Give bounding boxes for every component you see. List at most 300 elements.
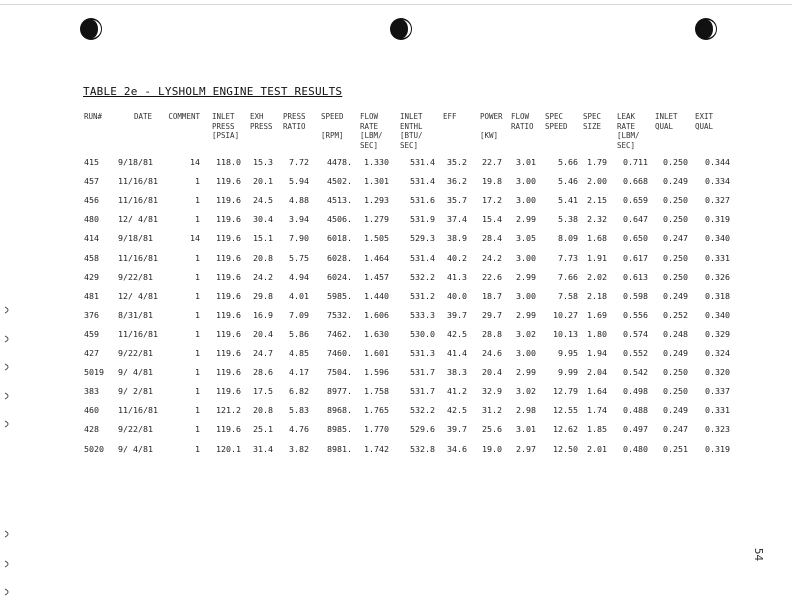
binding-mark-icon [4,363,12,371]
table-row [0,327,792,341]
table-cell: 1 [195,195,200,206]
table-cell: 5.75 [289,252,309,263]
hdr-press-ratio: PRESS RATIO [283,112,306,131]
table-cell: 2.98 [516,405,536,416]
table-cell: 457 [84,176,99,187]
table-cell: 20.8 [253,405,273,416]
table-cell: 4.17 [289,367,309,378]
table-cell: 529.3 [410,233,435,244]
table-cell: 9/ 2/81 [118,386,153,397]
table-row [0,270,792,284]
table-cell: 1 [195,328,200,339]
table-cell: 0.668 [623,176,648,187]
table-cell: 456 [84,195,99,206]
table-cell: 1 [195,386,200,397]
table-cell: 481 [84,290,99,301]
table-cell: 1.68 [587,233,607,244]
table-cell: 415 [84,157,99,167]
table-row [0,231,792,245]
table-row [0,346,792,360]
table-cell: 24.5 [253,195,273,206]
table-cell: 414 [84,233,99,244]
table-cell: 0.340 [705,233,730,244]
hdr-spec-speed: SPEC SPEED [545,112,568,131]
table-cell: 20.4 [482,367,502,378]
table-cell: 530.0 [410,328,435,339]
table-cell: 9/ 4/81 [118,367,153,378]
table-cell: 119.6 [216,195,241,206]
table-cell: 4.94 [289,271,309,282]
table-cell: 8.09 [558,233,578,244]
table-cell: 1.765 [364,405,389,416]
table-row [0,442,792,456]
table-cell: 9/18/81 [118,157,153,167]
table-cell: 6028. [327,252,352,263]
table-cell: 28.6 [253,367,273,378]
table-cell: 4513. [327,195,352,206]
table-cell: 458 [84,252,99,263]
table-cell: 1.293 [364,195,389,206]
table-cell: 0.331 [705,252,730,263]
top-rule [0,4,792,5]
table-cell: 531.6 [410,195,435,206]
table-cell: 11/16/81 [118,195,158,206]
table-cell: 9/ 4/81 [118,443,153,454]
table-cell: 3.00 [516,348,536,358]
hdr-comment: COMMENT [168,112,200,121]
binding-mark-icon [4,392,12,400]
table-cell: 1.330 [364,157,389,167]
hdr-date: DATE [133,112,152,121]
table-row [0,289,792,303]
table-cell: 0.248 [663,328,688,339]
table-cell: 0.249 [663,348,688,358]
table-cell: 0.320 [705,367,730,378]
table-cell: 0.250 [663,386,688,397]
binding-mark-icon [4,420,12,428]
table-cell: 2.15 [587,195,607,206]
table-cell: 2.99 [516,214,536,225]
table-cell: 0.249 [663,405,688,416]
table-cell: 1.91 [587,252,607,263]
table-cell: 0.488 [623,405,648,416]
table-cell: 4478. [327,157,352,167]
table-cell: 3.00 [516,195,536,206]
table-cell: 0.250 [663,252,688,263]
table-cell: 531.9 [410,214,435,225]
table-cell: 1 [195,443,200,454]
table-cell: 4502. [327,176,352,187]
table-cell: 5985. [327,290,352,301]
table-cell: 8985. [327,424,352,435]
table-cell: 1 [195,367,200,378]
table-cell: 120.1 [216,443,241,454]
table-cell: 12.50 [553,443,578,454]
table-cell: 0.247 [663,424,688,435]
table-cell: 0.598 [623,290,648,301]
table-cell: 4.85 [289,348,309,358]
table-cell: 531.4 [410,176,435,187]
table-cell: 8968. [327,405,352,416]
table-cell: 30.4 [253,214,273,225]
table-cell: 1 [195,309,200,320]
table-cell: 25.6 [482,424,502,435]
table-cell: 0.497 [623,424,648,435]
table-cell: 532.8 [410,443,435,454]
table-cell: 20.8 [253,252,273,263]
table-cell: 10.13 [553,328,578,339]
table-row [0,365,792,379]
table-cell: 5019 [84,367,104,378]
table-cell: 41.2 [447,386,467,397]
table-cell: 1 [195,290,200,301]
table-cell: 119.6 [216,176,241,187]
table-cell: 31.4 [253,443,273,454]
table-cell: 42.5 [447,328,467,339]
table-row [0,384,792,398]
table-cell: 12.62 [553,424,578,435]
table-cell: 41.4 [447,348,467,358]
table-cell: 5.83 [289,405,309,416]
table-cell: 1.505 [364,233,389,244]
table-cell: 1.74 [587,405,607,416]
table-cell: 3.82 [289,443,309,454]
table-cell: 24.2 [482,252,502,263]
table-cell: 1.80 [587,328,607,339]
table-cell: 0.613 [623,271,648,282]
table-cell: 119.6 [216,367,241,378]
table-cell: 2.99 [516,367,536,378]
table-cell: 1 [195,405,200,416]
table-cell: 532.2 [410,271,435,282]
table-cell: 7462. [327,328,352,339]
table-cell: 460 [84,405,99,416]
punch-hole-icon [78,16,104,42]
table-cell: 4.01 [289,290,309,301]
table-cell: 15.3 [253,157,273,167]
table-cell: 2.99 [516,309,536,320]
table-cell: 2.04 [587,367,607,378]
table-cell: 531.3 [410,348,435,358]
table-row [0,155,792,169]
hdr-exh-press: EXH PRESS [250,112,273,131]
table-cell: 119.6 [216,348,241,358]
table-cell: 529.6 [410,424,435,435]
binding-mark-icon [4,335,12,343]
table-cell: 31.2 [482,405,502,416]
table-cell: 7.58 [558,290,578,301]
table-cell: 15.1 [253,233,273,244]
table-cell: 1.596 [364,367,389,378]
table-cell: 0.250 [663,214,688,225]
table-cell: 2.01 [587,443,607,454]
table-cell: 2.32 [587,214,607,225]
table-cell: 480 [84,214,99,225]
table-row [0,212,792,226]
table-cell: 6.82 [289,386,309,397]
table-cell: 1.94 [587,348,607,358]
table-cell: 42.5 [447,405,467,416]
table-cell: 8/31/81 [118,309,153,320]
table-cell: 35.2 [447,157,467,167]
table-cell: 35.7 [447,195,467,206]
table-cell: 11/16/81 [118,405,158,416]
binding-mark-icon [4,588,12,596]
table-cell: 3.00 [516,176,536,187]
table-cell: 3.94 [289,214,309,225]
table-cell: 24.2 [253,271,273,282]
table-cell: 531.7 [410,367,435,378]
table-cell: 0.251 [663,443,688,454]
table-cell: 2.00 [587,176,607,187]
table-cell: 39.7 [447,424,467,435]
table-cell: 5.41 [558,195,578,206]
table-cell: 24.7 [253,348,273,358]
table-cell: 1.440 [364,290,389,301]
table-cell: 19.0 [482,443,502,454]
table-cell: 7532. [327,309,352,320]
table-cell: 119.6 [216,290,241,301]
table-cell: 24.6 [482,348,502,358]
table-cell: 0.323 [705,424,730,435]
table-cell: 9/22/81 [118,271,153,282]
table-cell: 39.7 [447,309,467,320]
table-cell: 11/16/81 [118,252,158,263]
table-cell: 5.46 [558,176,578,187]
table-cell: 0.647 [623,214,648,225]
table-cell: 7.66 [558,271,578,282]
table-cell: 3.02 [516,386,536,397]
table-cell: 41.3 [447,271,467,282]
table-cell: 4.76 [289,424,309,435]
binding-mark-icon [4,530,12,538]
table-cell: 0.318 [705,290,730,301]
table-cell: 118.0 [216,157,241,167]
table-cell: 119.6 [216,309,241,320]
table-cell: 1.770 [364,424,389,435]
hdr-flow-ratio: FLOW RATIO [511,112,534,131]
table-cell: 28.4 [482,233,502,244]
table-cell: 0.326 [705,271,730,282]
table-cell: 8981. [327,443,352,454]
table-row [0,251,792,265]
table-cell: 14 [190,233,200,244]
table-row [0,422,792,436]
table-cell: 0.556 [623,309,648,320]
table-cell: 1.69 [587,309,607,320]
table-cell: 29.8 [253,290,273,301]
table-cell: 34.6 [447,443,467,454]
table-cell: 7.72 [289,157,309,167]
table-cell: 0.249 [663,176,688,187]
table-cell: 119.6 [216,252,241,263]
table-cell: 0.319 [705,214,730,225]
table-row [0,193,792,207]
table-cell: 0.498 [623,386,648,397]
table-cell: 119.6 [216,214,241,225]
table-cell: 0.542 [623,367,648,378]
table-cell: 36.2 [447,176,467,187]
table-cell: 0.344 [705,157,730,167]
table-cell: 11/16/81 [118,176,158,187]
table-cell: 17.5 [253,386,273,397]
table-cell: 40.0 [447,290,467,301]
table-cell: 10.27 [553,309,578,320]
table-cell: 5.86 [289,328,309,339]
hdr-eff: EFF [443,112,457,121]
table-cell: 16.9 [253,309,273,320]
table-cell: 0.250 [663,367,688,378]
table-cell: 1.301 [364,176,389,187]
table-cell: 4506. [327,214,352,225]
hdr-inlet-enthl: INLET ENTHL [BTU/ SEC] [400,112,423,150]
table-cell: 121.2 [216,405,241,416]
punch-hole-icon [388,16,414,42]
table-cell: 29.7 [482,309,502,320]
table-cell: 12/ 4/81 [118,290,158,301]
table-cell: 11/16/81 [118,328,158,339]
table-cell: 12.55 [553,405,578,416]
hdr-run: RUN# [84,112,103,121]
hdr-speed: SPEED [RPM] [321,112,344,140]
page-number: 54 [752,547,766,562]
table-cell: 531.4 [410,252,435,263]
table-cell: 428 [84,424,99,435]
table-cell: 0.334 [705,176,730,187]
table-cell: 40.2 [447,252,467,263]
hdr-flow-rate: FLOW RATE [LBM/ SEC] [360,112,383,150]
table-cell: 0.319 [705,443,730,454]
table-cell: 383 [84,386,99,397]
table-cell: 0.249 [663,290,688,301]
table-cell: 22.6 [482,271,502,282]
table-cell: 0.250 [663,271,688,282]
table-cell: 1.742 [364,443,389,454]
table-cell: 1.464 [364,252,389,263]
hdr-exit-qual: EXIT QUAL [695,112,714,131]
table-cell: 15.4 [482,214,502,225]
table-cell: 1 [195,214,200,225]
table-cell: 0.250 [663,195,688,206]
table-cell: 531.4 [410,157,435,167]
table-cell: 376 [84,309,99,320]
table-cell: 3.00 [516,252,536,263]
table-cell: 2.99 [516,271,536,282]
table-cell: 0.337 [705,386,730,397]
table-cell: 0.252 [663,309,688,320]
table-row [0,308,792,322]
table-cell: 8977. [327,386,352,397]
binding-mark-icon [4,560,12,568]
table-cell: 0.331 [705,405,730,416]
table-cell: 12/ 4/81 [118,214,158,225]
hdr-inlet-qual: INLET QUAL [655,112,678,131]
table-cell: 119.6 [216,386,241,397]
table-cell: 0.552 [623,348,648,358]
table-cell: 7460. [327,348,352,358]
table-cell: 1 [195,271,200,282]
table-cell: 2.97 [516,443,536,454]
table-cell: 1.601 [364,348,389,358]
table-cell: 0.329 [705,328,730,339]
table-cell: 3.01 [516,157,536,167]
table-cell: 5.66 [558,157,578,167]
table-cell: 1 [195,348,200,358]
table-row [0,403,792,417]
table-cell: 429 [84,271,99,282]
table-cell: 20.1 [253,176,273,187]
table-cell: 3.02 [516,328,536,339]
table-cell: 5.38 [558,214,578,225]
table-cell: 7504. [327,367,352,378]
table-cell: 32.9 [482,386,502,397]
table-cell: 119.6 [216,328,241,339]
table-cell: 4.88 [289,195,309,206]
table-cell: 2.18 [587,290,607,301]
table-cell: 532.2 [410,405,435,416]
table-cell: 1 [195,252,200,263]
table-cell: 9/22/81 [118,424,153,435]
table-cell: 0.574 [623,328,648,339]
table-cell: 7.09 [289,309,309,320]
table-cell: 0.480 [623,443,648,454]
table-cell: 1.630 [364,328,389,339]
table-cell: 14 [190,157,200,167]
table-cell: 119.6 [216,271,241,282]
punch-hole-icon [693,16,719,42]
table-cell: 5020 [84,443,104,454]
table-cell: 20.4 [253,328,273,339]
table-cell: 0.247 [663,233,688,244]
table-cell: 9/18/81 [118,233,153,244]
table-cell: 531.2 [410,290,435,301]
table-cell: 9.99 [558,367,578,378]
table-cell: 1.64 [587,386,607,397]
table-cell: 19.8 [482,176,502,187]
table-cell: 38.3 [447,367,467,378]
table-cell: 28.8 [482,328,502,339]
table-row [0,174,792,188]
table-cell: 427 [84,348,99,358]
table-cell: 18.7 [482,290,502,301]
table-cell: 6024. [327,271,352,282]
table-cell: 119.6 [216,233,241,244]
table-cell: 0.340 [705,309,730,320]
table-cell: 9.95 [558,348,578,358]
table-cell: 0.617 [623,252,648,263]
table-cell: 0.711 [623,157,648,167]
table-cell: 531.7 [410,386,435,397]
table-cell: 1 [195,176,200,187]
table-cell: 1.279 [364,214,389,225]
table-cell: 3.05 [516,233,536,244]
table-cell: 17.2 [482,195,502,206]
table-cell: 1.758 [364,386,389,397]
table-title: TABLE 2e - LYSHOLM ENGINE TEST RESULTS [83,85,343,98]
table-cell: 7.90 [289,233,309,244]
table-cell: 22.7 [482,157,502,167]
table-cell: 3.01 [516,424,536,435]
table-cell: 1.79 [587,157,607,167]
table-cell: 6018. [327,233,352,244]
table-cell: 1.457 [364,271,389,282]
table-cell: 533.3 [410,309,435,320]
table-cell: 3.00 [516,290,536,301]
table-cell: 0.659 [623,195,648,206]
table-cell: 1.606 [364,309,389,320]
table-cell: 0.650 [623,233,648,244]
table-cell: 7.73 [558,252,578,263]
